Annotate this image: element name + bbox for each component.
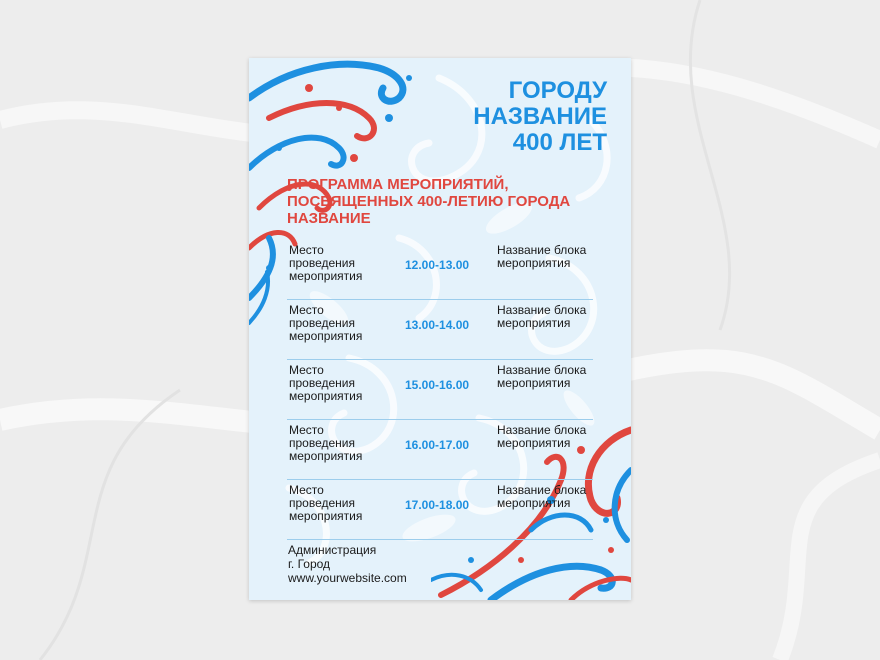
footer-city: г. Город <box>288 557 331 571</box>
event-block: Название блока мероприятия <box>497 483 587 510</box>
event-block: Название блока мероприятия <box>497 363 587 390</box>
footer-website: www.yourwebsite.com <box>288 571 407 585</box>
event-place: Место проведения мероприятия <box>289 363 363 403</box>
event-poster <box>249 58 631 600</box>
event-place: Место проведения мероприятия <box>289 423 363 463</box>
event-time: 17.00-18.00 <box>405 498 470 512</box>
headline-line-1: ГОРОДУ <box>508 77 607 104</box>
event-time: 13.00-14.00 <box>405 318 470 332</box>
event-time: 15.00-16.00 <box>405 378 470 392</box>
event-time: 16.00-17.00 <box>405 438 470 452</box>
schedule-row <box>287 480 593 540</box>
headline-line-2: НАЗВАНИЕ <box>473 103 607 130</box>
event-time: 12.00-13.00 <box>405 258 470 272</box>
event-block: Название блока мероприятия <box>497 423 587 450</box>
event-block: Название блока мероприятия <box>497 243 587 270</box>
schedule-row <box>287 360 593 420</box>
schedule-row <box>287 300 593 360</box>
schedule-table <box>287 240 593 540</box>
headline <box>473 78 607 156</box>
event-place: Место проведения мероприятия <box>289 483 363 523</box>
event-place: Место проведения мероприятия <box>289 243 363 283</box>
event-block: Название блока мероприятия <box>497 303 587 330</box>
event-place: Место проведения мероприятия <box>289 303 363 343</box>
schedule-row <box>287 240 593 300</box>
footer-contacts <box>288 543 407 585</box>
schedule-row <box>287 420 593 480</box>
program-title: ПРОГРАММА МЕРОПРИЯТИЙ, ПОСВЯЩЕННЫХ 400-ЛЕТИЮ ГОРОДА НАЗВАНИЕ <box>287 176 571 227</box>
headline-line-3: 400 ЛЕТ <box>512 129 607 156</box>
footer-organization: Администрация <box>288 543 377 557</box>
